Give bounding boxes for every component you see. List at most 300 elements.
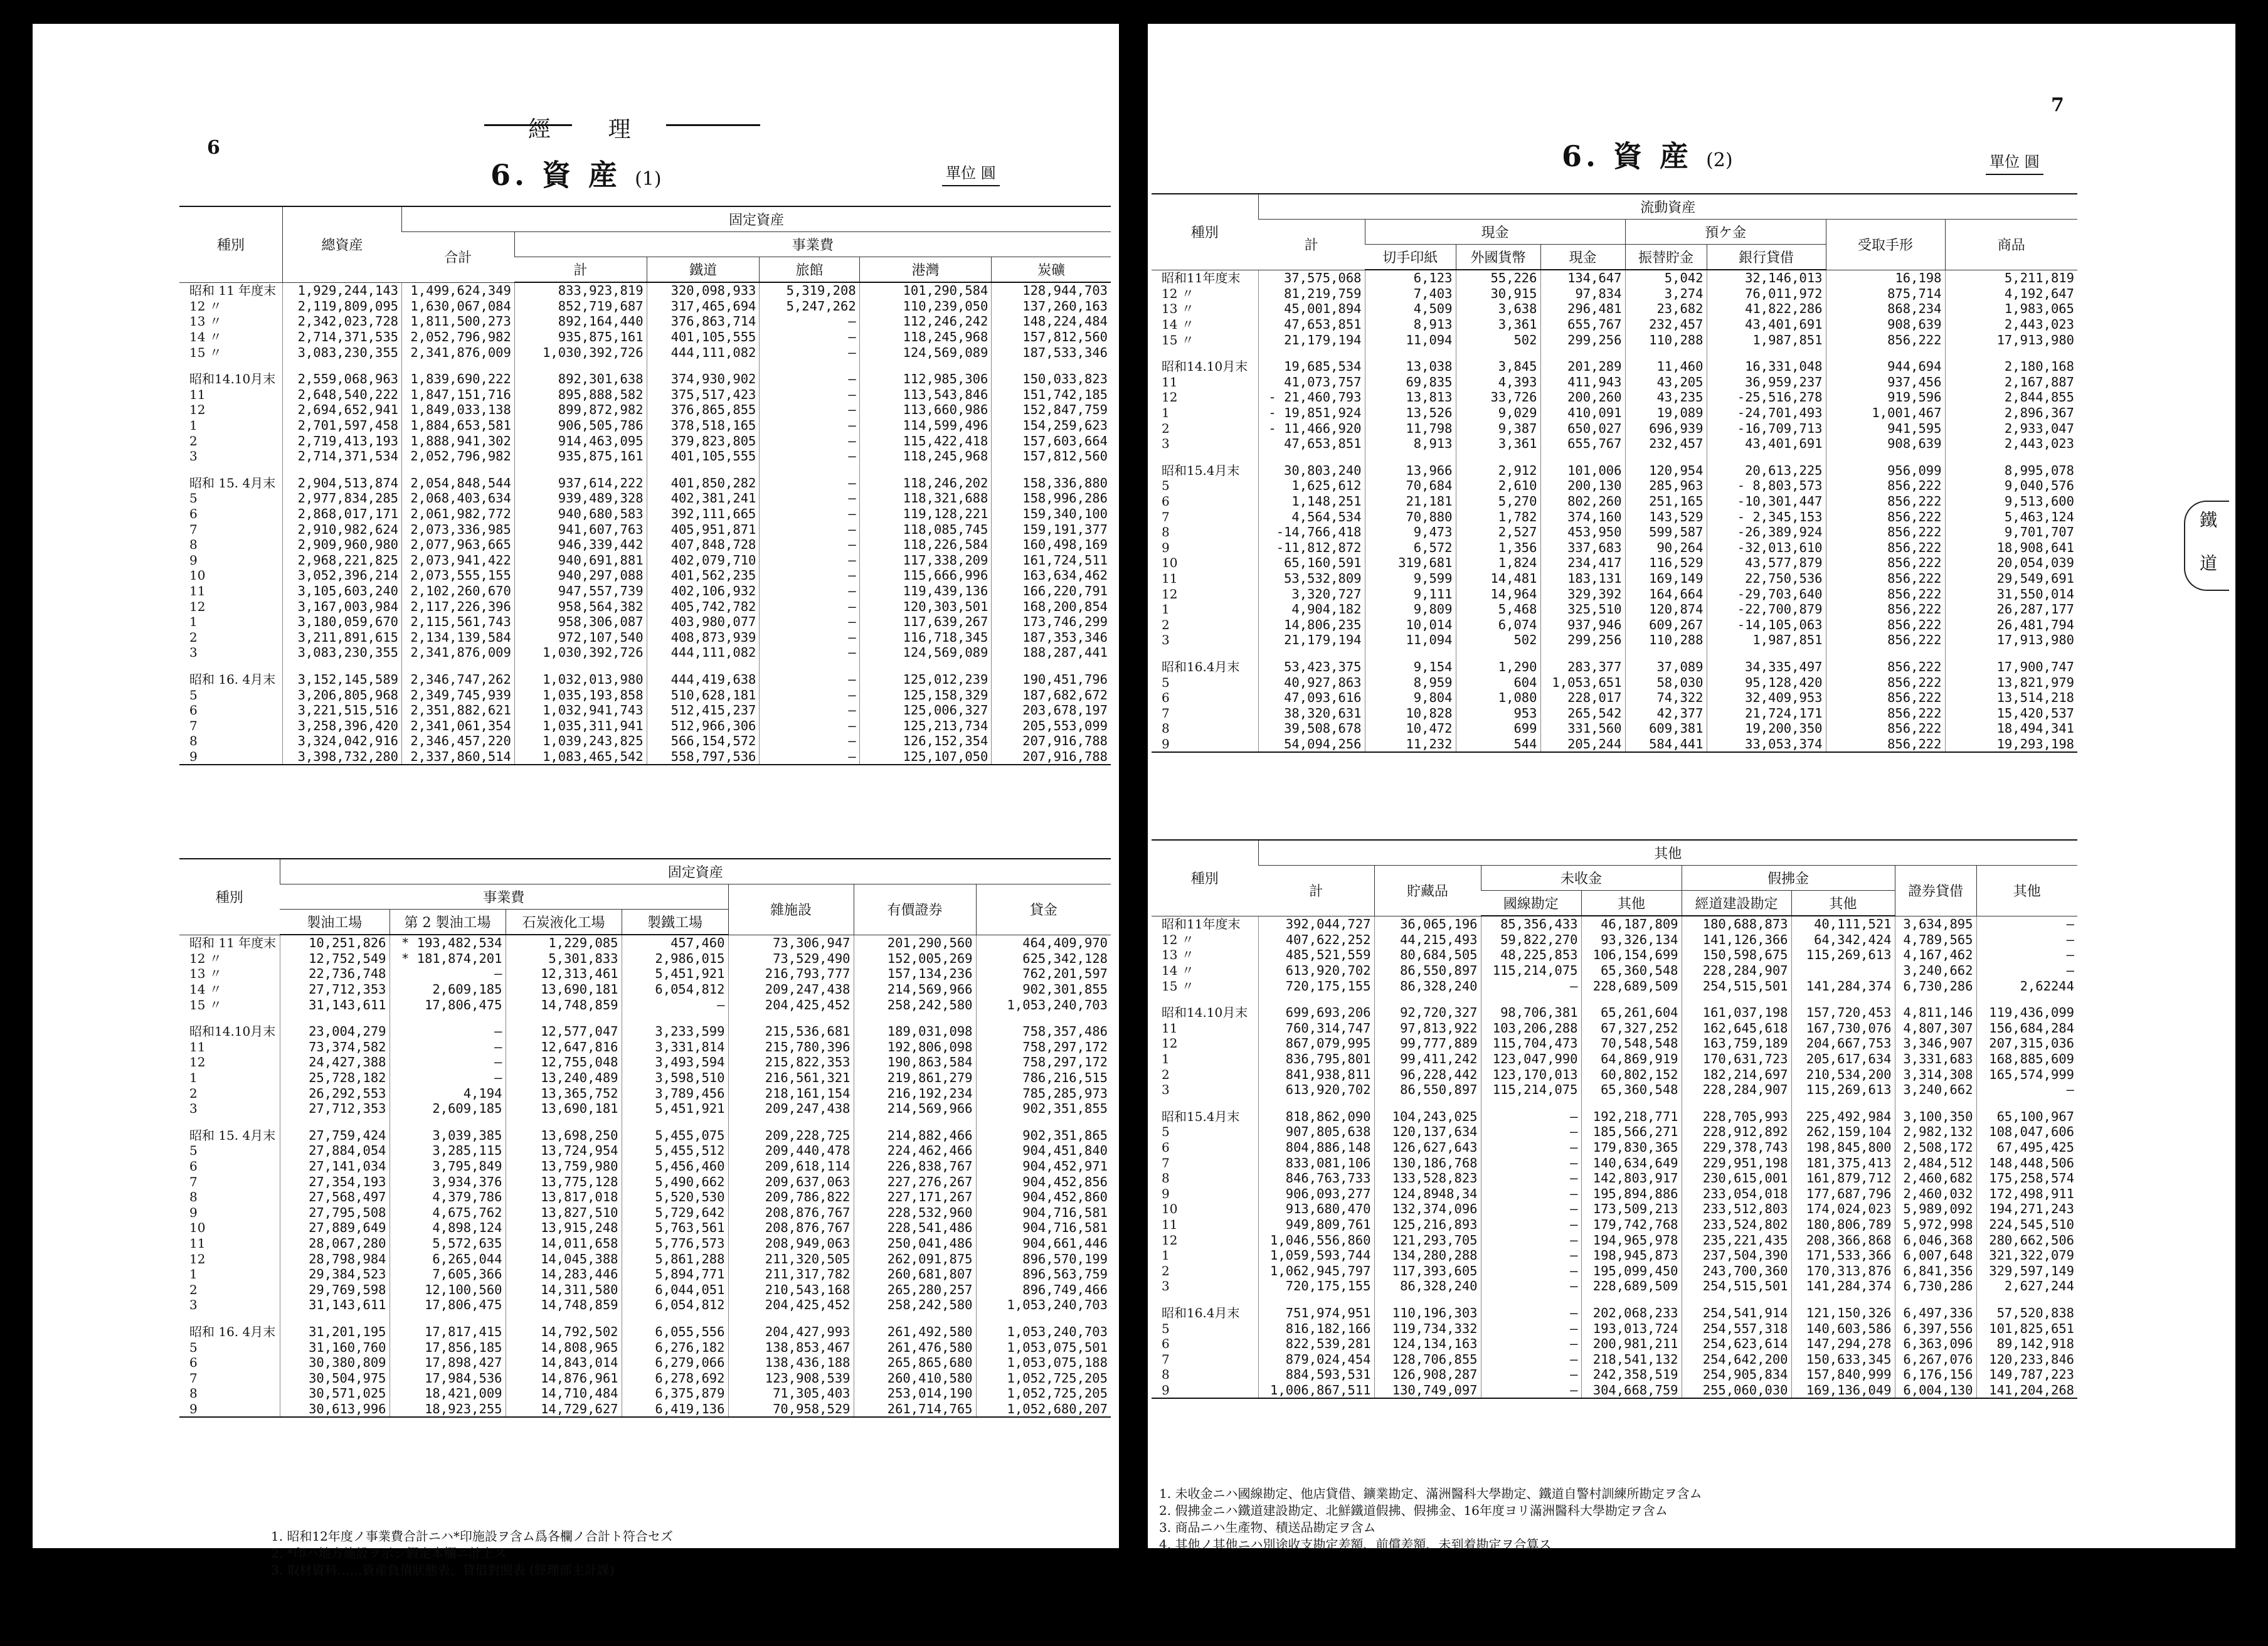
table-cell: -10,301,447 xyxy=(1707,494,1826,509)
table-row xyxy=(179,1266,1111,1282)
left-page xyxy=(33,24,1119,1578)
table-cell: 856,222 xyxy=(1826,494,1945,509)
table-row xyxy=(179,1386,1111,1401)
table-cell: 185,566,271 xyxy=(1581,1124,1682,1140)
table-row xyxy=(1152,586,2077,602)
table-cell: 254,515,501 xyxy=(1682,1278,1791,1294)
table-cell: 14,729,627 xyxy=(506,1401,622,1418)
table-row xyxy=(1152,1098,2077,1109)
col-header-railway: 鐵道 xyxy=(647,257,760,283)
table-cell: — xyxy=(760,491,859,506)
table-cell: 258,242,580 xyxy=(854,1297,976,1313)
table-cell xyxy=(514,360,647,371)
table-cell: — xyxy=(1481,1351,1581,1367)
table-cell: 3,274 xyxy=(1625,286,1707,302)
table-cell: 18,908,641 xyxy=(1945,540,2077,556)
table-cell: 125,006,327 xyxy=(859,703,992,718)
table-cell: 401,850,282 xyxy=(647,475,760,491)
table-cell: 261,492,580 xyxy=(854,1324,976,1340)
table-row xyxy=(179,703,1111,718)
table-row xyxy=(179,1117,1111,1128)
table-cell xyxy=(854,1313,976,1324)
row-label: 9 xyxy=(179,749,282,765)
table-cell: 44,215,493 xyxy=(1374,932,1481,948)
table-cell: 720,175,155 xyxy=(1258,1278,1374,1294)
table-cell: 60,802,152 xyxy=(1581,1066,1682,1082)
table-cell: 157,720,453 xyxy=(1791,1005,1895,1021)
table-row xyxy=(179,1054,1111,1070)
table-cell: 852,719,687 xyxy=(514,299,647,314)
table-cell: 187,533,346 xyxy=(992,344,1111,360)
table-cell xyxy=(854,1012,976,1024)
table-row xyxy=(1152,286,2077,302)
table-cell: 205,553,099 xyxy=(992,718,1111,733)
row-label: 3 xyxy=(189,1297,198,1313)
table-row xyxy=(179,1159,1111,1174)
table-cell: 27,354,193 xyxy=(280,1174,389,1189)
table-cell: 5,490,662 xyxy=(622,1174,728,1189)
table-cell: 67,327,252 xyxy=(1581,1021,1682,1036)
table-cell: 209,440,478 xyxy=(728,1143,854,1159)
row-label: 9 xyxy=(179,1401,280,1418)
table-cell xyxy=(622,1313,728,1324)
table-cell: 254,515,501 xyxy=(1682,978,1791,994)
table-cell: — xyxy=(1481,1124,1581,1140)
table-row xyxy=(179,598,1111,614)
table-cell: 5,894,771 xyxy=(622,1266,728,1282)
table-cell: 879,024,454 xyxy=(1258,1351,1374,1367)
col-header-transfer-savings: 振替貯金 xyxy=(1625,245,1707,270)
table-cell: 11,460 xyxy=(1625,359,1707,374)
table-cell: 254,541,914 xyxy=(1682,1305,1791,1321)
table-cell: 4,509 xyxy=(1365,301,1456,317)
col-header-stores: 貯藏品 xyxy=(1374,866,1481,916)
table-cell: 13,365,752 xyxy=(506,1085,622,1101)
table-cell: 115,422,418 xyxy=(859,433,992,449)
table-cell: — xyxy=(760,475,859,491)
table-cell: 30,613,996 xyxy=(280,1401,389,1418)
footnote: 1. 昭和12年度ノ事業費合計ニハ*印施設ヲ含ム爲各欄ノ合計ト符合セズ xyxy=(271,1529,673,1544)
table-cell: 14,481 xyxy=(1456,571,1540,587)
table-cell: 1,229,085 xyxy=(506,935,622,951)
table-cell: 157,134,236 xyxy=(854,966,976,982)
table-cell: 2,508,172 xyxy=(1895,1140,1976,1155)
table-cell: 26,292,553 xyxy=(280,1085,389,1101)
table-cell: 485,521,559 xyxy=(1258,947,1374,963)
table-cell: 141,204,268 xyxy=(1976,1383,2077,1399)
table-cell: 10,014 xyxy=(1365,617,1456,632)
table-row xyxy=(179,1324,1111,1340)
table-cell: 216,192,234 xyxy=(854,1085,976,1101)
table-cell: — xyxy=(1976,932,2077,948)
table-cell: 208,876,767 xyxy=(728,1220,854,1236)
table-cell: 8,959 xyxy=(1365,674,1456,690)
table-cell: 125,107,050 xyxy=(859,749,992,765)
table-row xyxy=(1152,348,2077,359)
table-cell: 18,494,341 xyxy=(1945,721,2077,736)
table-cell: 2,912 xyxy=(1456,463,1540,479)
table-cell xyxy=(992,464,1111,475)
table-cell: 13,514,218 xyxy=(1945,690,2077,706)
table-cell: 1,035,193,858 xyxy=(514,687,647,703)
table-cell: 6,007,648 xyxy=(1895,1248,1976,1263)
table-cell: 16,331,048 xyxy=(1707,359,1826,374)
row-label xyxy=(179,464,282,475)
table-cell: 464,409,970 xyxy=(976,935,1111,951)
row-label: 12 xyxy=(1162,1232,1178,1248)
table-cell: 502 xyxy=(1456,332,1540,348)
table-cell: 4,904,182 xyxy=(1258,602,1365,617)
col-header-coal-mine: 炭礦 xyxy=(992,257,1111,283)
table-cell: 123,170,013 xyxy=(1481,1066,1581,1082)
table-cell: — xyxy=(760,718,859,733)
table-cell: 25,728,182 xyxy=(280,1070,389,1086)
table-cell: 110,288 xyxy=(1625,332,1707,348)
col-header-goods: 商品 xyxy=(1945,220,2077,270)
table-cell: 856,222 xyxy=(1826,705,1945,721)
table-cell: 1,030,392,726 xyxy=(514,344,647,360)
table-cell: 13,690,181 xyxy=(506,982,622,997)
table-cell: 117,393,605 xyxy=(1374,1263,1481,1278)
table-row xyxy=(1152,1305,2077,1321)
table-cell: 173,509,213 xyxy=(1581,1201,1682,1217)
table-cell: 9,040,576 xyxy=(1945,478,2077,494)
table-cell: 124,134,163 xyxy=(1374,1336,1481,1352)
table-cell: 98,706,381 xyxy=(1481,1005,1581,1021)
table-cell: 96,228,442 xyxy=(1374,1066,1481,1082)
table-cell: 110,196,303 xyxy=(1374,1305,1481,1321)
table-cell: 1,625,612 xyxy=(1258,478,1365,494)
table-cell: 13,775,128 xyxy=(506,1174,622,1189)
row-label: 5 xyxy=(1162,1320,1170,1336)
table-row xyxy=(1152,1320,2077,1336)
table-cell: 6,279,066 xyxy=(622,1355,728,1371)
table-row xyxy=(1152,1082,2077,1098)
table-cell xyxy=(854,1117,976,1128)
table-cell: 13,821,979 xyxy=(1945,674,2077,690)
table-cell: 6,397,556 xyxy=(1895,1320,1976,1336)
table-cell: 2,346,747,262 xyxy=(402,672,515,688)
row-label: 8 xyxy=(1162,1367,1170,1383)
table-cell xyxy=(1707,452,1826,463)
table-cell: 227,171,267 xyxy=(854,1189,976,1205)
table-cell: 3,083,230,355 xyxy=(282,645,401,661)
table-cell: 2,460,682 xyxy=(1895,1171,1976,1186)
table-cell: 124,8948,34 xyxy=(1374,1186,1481,1202)
table-cell: 944,694 xyxy=(1826,359,1945,374)
col-header-sum: 計 xyxy=(1258,866,1374,916)
table-cell: 65,160,591 xyxy=(1258,555,1365,571)
table-cell: 3,934,376 xyxy=(389,1174,506,1189)
table-cell xyxy=(1374,1294,1481,1305)
table-cell: 225,492,984 xyxy=(1791,1109,1895,1125)
table-cell: 2,933,047 xyxy=(1945,420,2077,436)
group-header-business: 事業費 xyxy=(514,232,1111,257)
table-cell: 410,091 xyxy=(1540,405,1625,421)
table-cell: 6,046,368 xyxy=(1895,1232,1976,1248)
table-cell: 3,634,895 xyxy=(1895,916,1976,932)
table-cell: 2,052,796,982 xyxy=(402,329,515,345)
row-label: 15 〃 xyxy=(1162,332,1194,348)
table-cell: * 181,874,201 xyxy=(389,951,506,967)
table-cell: 120,233,846 xyxy=(1976,1351,2077,1367)
table-cell: 118,321,688 xyxy=(859,491,992,506)
row-label: 昭和14.10月末 xyxy=(1162,1005,1248,1021)
table-cell: 2,609,185 xyxy=(389,982,506,997)
table-cell: 6,572 xyxy=(1365,540,1456,556)
table-cell: 411,943 xyxy=(1540,374,1625,390)
table-cell: — xyxy=(760,553,859,568)
table-cell: 13,915,248 xyxy=(506,1220,622,1236)
row-label: 6 xyxy=(1162,494,1170,509)
table-cell: 214,882,466 xyxy=(854,1128,976,1144)
table-cell: - 11,466,920 xyxy=(1258,420,1365,436)
row-label: 1 xyxy=(1162,1248,1170,1263)
table-cell: 34,335,497 xyxy=(1707,659,1826,675)
table-cell: 625,342,128 xyxy=(976,951,1111,967)
table-cell: 113,543,846 xyxy=(859,387,992,403)
row-label: 8 xyxy=(189,1386,198,1401)
table-row xyxy=(179,1282,1111,1297)
row-label: 7 xyxy=(189,521,198,537)
table-cell: 85,356,433 xyxy=(1481,916,1581,932)
table-cell: — xyxy=(760,568,859,583)
table-cell xyxy=(1581,1098,1682,1109)
table-cell: 99,411,242 xyxy=(1374,1051,1481,1067)
table-cell: 93,326,134 xyxy=(1581,932,1682,948)
table-cell: 453,950 xyxy=(1540,524,1625,540)
table-cell: 114,599,496 xyxy=(859,418,992,433)
table-cell xyxy=(1625,348,1707,359)
table-cell: 132,374,096 xyxy=(1374,1201,1481,1217)
table-cell: — xyxy=(1481,1217,1581,1233)
table-cell: 65,100,967 xyxy=(1976,1109,2077,1125)
table-cell: -26,389,924 xyxy=(1707,524,1826,540)
table-cell: 32,409,953 xyxy=(1707,690,1826,706)
table-cell: 4,192,647 xyxy=(1945,286,2077,302)
table-cell: 407,848,728 xyxy=(647,537,760,553)
table-cell: 2,054,848,544 xyxy=(402,475,515,491)
table-cell: 958,306,087 xyxy=(514,614,647,630)
col-header-harbor: 港灣 xyxy=(859,257,992,283)
table-cell: 116,718,345 xyxy=(859,629,992,645)
table-cell: 201,289 xyxy=(1540,359,1625,374)
table-cell: — xyxy=(760,537,859,553)
table-cell: 43,235 xyxy=(1625,390,1707,405)
table-row xyxy=(1152,963,2077,979)
table-cell: 31,160,760 xyxy=(280,1339,389,1355)
table-cell: 177,687,796 xyxy=(1791,1186,1895,1202)
table-cell: 235,221,435 xyxy=(1682,1232,1791,1248)
table-cell: -25,516,278 xyxy=(1707,390,1826,405)
table-cell: 124,569,089 xyxy=(859,344,992,360)
table-cell: 171,533,366 xyxy=(1791,1248,1895,1263)
table-cell: 17,913,980 xyxy=(1945,332,2077,348)
row-label: 12 xyxy=(189,402,206,418)
table-cell: 115,704,473 xyxy=(1481,1036,1581,1051)
table-cell: 875,714 xyxy=(1826,286,1945,302)
row-label: 3 xyxy=(1162,1278,1170,1294)
table-cell xyxy=(1791,963,1895,979)
table-cell: 2,982,132 xyxy=(1895,1124,1976,1140)
table-cell: 299,256 xyxy=(1540,332,1625,348)
table-cell: 4,811,146 xyxy=(1895,1005,1976,1021)
row-label: 昭和 11 年度末 xyxy=(189,283,277,299)
table-cell: 2,648,540,222 xyxy=(282,387,401,403)
table-cell: — xyxy=(1976,1082,2077,1098)
row-label: 昭和 16. 4月末 xyxy=(189,1324,276,1339)
table-cell: 6,054,812 xyxy=(622,982,728,997)
table-cell xyxy=(1374,1098,1481,1109)
table-cell: — xyxy=(1481,1155,1581,1171)
row-label: 11 xyxy=(189,583,206,598)
table-cell xyxy=(280,1117,389,1128)
table-cell: 935,875,161 xyxy=(514,449,647,464)
table-cell: 1,811,500,273 xyxy=(402,314,515,329)
table-row xyxy=(179,491,1111,506)
table-cell: 941,595 xyxy=(1826,420,1945,436)
table-cell: 1,884,653,581 xyxy=(402,418,515,433)
table-cell xyxy=(280,1012,389,1024)
table-cell: 19,200,350 xyxy=(1707,721,1826,736)
table-row xyxy=(179,733,1111,749)
table-cell: 376,865,855 xyxy=(647,402,760,418)
table-row xyxy=(179,661,1111,672)
table-cell: 1,059,593,744 xyxy=(1258,1248,1374,1263)
table-row xyxy=(179,1236,1111,1251)
table-row xyxy=(1152,978,2077,994)
table-row xyxy=(179,1143,1111,1159)
table-row xyxy=(179,1205,1111,1221)
footnotes xyxy=(271,1528,673,1579)
table-cell: 5,247,262 xyxy=(760,299,859,314)
table-cell: 192,806,098 xyxy=(854,1039,976,1055)
table-cell: 3,167,003,984 xyxy=(282,598,401,614)
table-cell: 198,945,873 xyxy=(1581,1248,1682,1263)
table-cell: 138,853,467 xyxy=(728,1339,854,1355)
row-label: 昭和15.4月末 xyxy=(1162,1108,1240,1124)
row-label: 9 xyxy=(1152,1383,1258,1399)
table-cell: 150,633,345 xyxy=(1791,1351,1895,1367)
table-cell: 3,331,683 xyxy=(1895,1051,1976,1067)
table-cell: — xyxy=(760,598,859,614)
table-cell: 2,896,367 xyxy=(1945,405,2077,421)
col-header-securities-lending: 證券貸借 xyxy=(1895,866,1976,916)
table-cell: — xyxy=(760,521,859,537)
table-cell xyxy=(1976,1294,2077,1305)
table-cell: 195,099,450 xyxy=(1581,1263,1682,1278)
table-cell: 7,403 xyxy=(1365,286,1456,302)
row-label: 2 xyxy=(189,1085,198,1101)
table-cell: 2,341,876,009 xyxy=(402,344,515,360)
table-row xyxy=(1152,1140,2077,1155)
table-cell: 401,105,555 xyxy=(647,329,760,345)
table-cell: 73,529,490 xyxy=(728,951,854,967)
table-row xyxy=(179,464,1111,475)
table-cell: 2,609,185 xyxy=(389,1101,506,1117)
row-label: 昭和 15. 4月末 xyxy=(189,475,276,491)
col-header-advances-other: 其他 xyxy=(1791,891,1895,916)
col-header-coal-liquefaction: 石炭液化工場 xyxy=(506,910,622,935)
table-cell: 5,776,573 xyxy=(622,1236,728,1251)
table-cell xyxy=(1540,648,1625,659)
table-cell: 1,782 xyxy=(1456,509,1540,524)
table-cell: 161,879,712 xyxy=(1791,1171,1895,1186)
table-cell: 319,681 xyxy=(1365,555,1456,571)
table-cell: 904,451,840 xyxy=(976,1143,1111,1159)
table-cell: 125,158,329 xyxy=(859,687,992,703)
table-cell: 6,265,044 xyxy=(389,1251,506,1266)
table-cell: 167,730,076 xyxy=(1791,1021,1895,1036)
table-cell: 12,647,816 xyxy=(506,1039,622,1055)
col-header-sum: 合計 xyxy=(402,232,515,283)
table-cell: 120,954 xyxy=(1625,463,1707,479)
row-label: 1 xyxy=(1162,1051,1170,1067)
table-cell: 2,910,982,624 xyxy=(282,521,401,537)
table-cell: 119,439,136 xyxy=(859,583,992,599)
row-label: 1 xyxy=(189,614,198,630)
table-cell xyxy=(976,1117,1111,1128)
table-cell: 70,684 xyxy=(1365,478,1456,494)
row-label xyxy=(179,1012,280,1024)
table-row xyxy=(1152,540,2077,556)
table-cell: 152,847,759 xyxy=(992,402,1111,418)
table-cell xyxy=(282,661,401,672)
table-cell: 134,647 xyxy=(1540,270,1625,286)
table-cell xyxy=(976,1012,1111,1024)
table-cell: 10,472 xyxy=(1365,721,1456,736)
table-cell: 17,806,475 xyxy=(389,997,506,1012)
row-label: 昭和16.4月末 xyxy=(1162,659,1240,674)
table-cell: 29,549,691 xyxy=(1945,571,2077,587)
table-cell: — xyxy=(389,966,506,982)
table-cell: 584,441 xyxy=(1625,736,1707,753)
table-cell xyxy=(647,661,760,672)
table-cell: 337,683 xyxy=(1540,540,1625,556)
table-row xyxy=(1152,1201,2077,1217)
table-cell: 254,623,614 xyxy=(1682,1336,1791,1352)
table-cell: 150,598,675 xyxy=(1682,947,1791,963)
table-cell: 5,451,921 xyxy=(622,1101,728,1117)
table-row xyxy=(179,299,1111,314)
table-row xyxy=(1152,1351,2077,1367)
table-cell: 1,499,624,349 xyxy=(402,282,515,299)
table-cell: 21,724,171 xyxy=(1707,705,1826,721)
table-cell: 27,884,054 xyxy=(280,1143,389,1159)
table-cell: 280,662,506 xyxy=(1976,1232,2077,1248)
table-cell: 2,909,960,980 xyxy=(282,537,401,553)
table-cell xyxy=(282,360,401,371)
table-cell: 1,290 xyxy=(1456,659,1540,675)
running-header: 經 理 xyxy=(528,117,656,142)
table-cell: 123,047,990 xyxy=(1481,1051,1581,1067)
table-cell: 1,148,251 xyxy=(1258,494,1365,509)
table-cell xyxy=(282,464,401,475)
table-cell: 6,419,136 xyxy=(622,1401,728,1418)
table-cell: 3,598,510 xyxy=(622,1070,728,1086)
table-cell: 379,823,805 xyxy=(647,433,760,449)
col-header-bank-lending: 銀行貸借 xyxy=(1707,245,1826,270)
table-cell: 216,561,321 xyxy=(728,1070,854,1086)
right-page xyxy=(1148,24,2235,1552)
table-row xyxy=(1152,1124,2077,1140)
table-cell: 260,681,807 xyxy=(854,1266,976,1282)
table-cell: — xyxy=(760,433,859,449)
table-cell: 161,724,511 xyxy=(992,553,1111,568)
table-cell: 47,093,616 xyxy=(1258,690,1365,706)
table-row xyxy=(179,1297,1111,1313)
page-title: 6. 資 産 (2) xyxy=(1562,139,1733,173)
